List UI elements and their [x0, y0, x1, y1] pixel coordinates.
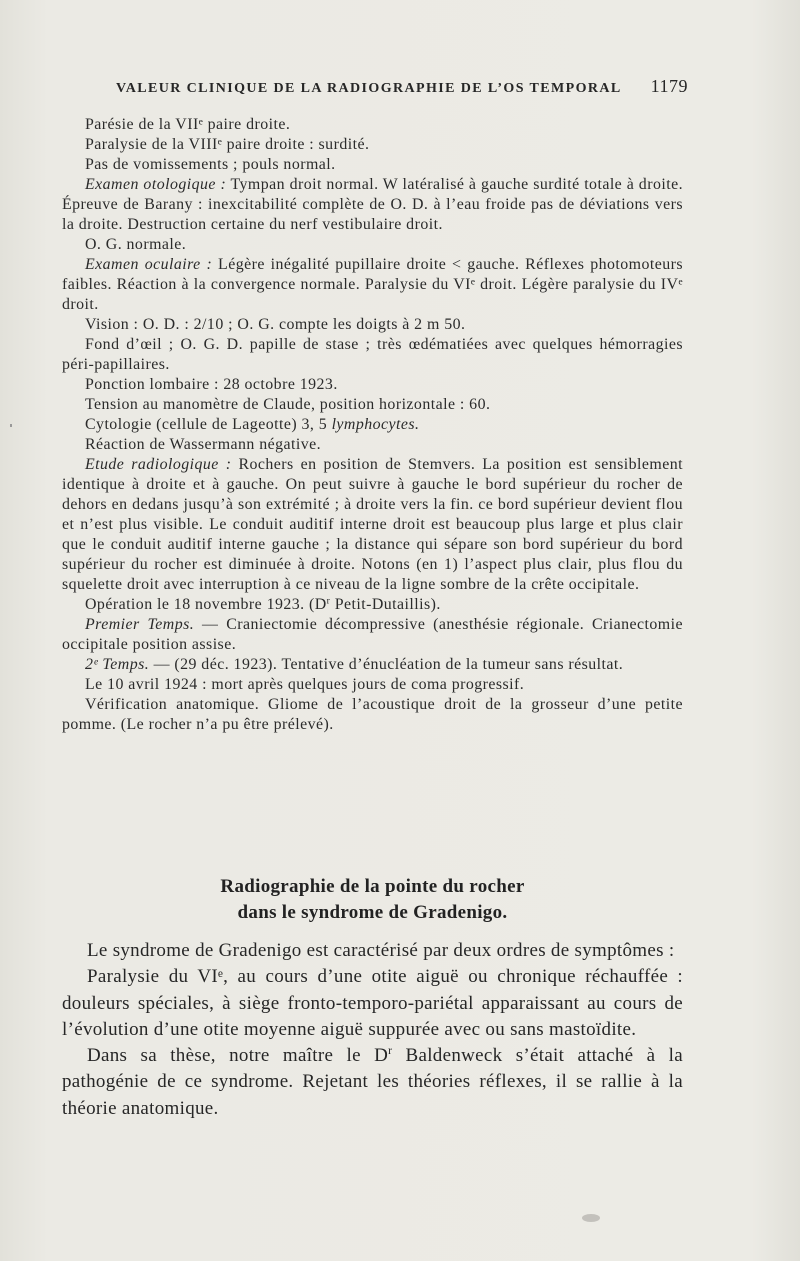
case-line: Ponction lombaire : 28 octobre 1923. — [85, 376, 338, 393]
paragraph-text: Dans sa thèse, notre maître le D — [87, 1045, 389, 1067]
radiologic-study-text: Rochers en position de Stemvers. La position est sensiblement identique à droite et à gauche. On peut suivre à gauche le bord supérieur du rocher de dehors en dedans jusqu’à son extrémité ; à droite vers la fin. ce bord supérieur devient flou et n’est plus visible. Le conduit auditif interne droit est beaucoup plus large et plus clair que le conduit auditif interne gauche ; la distance qui sépare son bord supérieur du bord supérieur du rocher est diminuée à droite. Notons (en 1) l’aspect plus clair, plus flou du squelette droit avec interruption à ce niveau de la ligne sombre de la crête occipitale. — [62, 456, 683, 593]
case-line: Réaction de Wassermann négative. — [85, 436, 322, 453]
operation-line — [62, 595, 683, 615]
second-stage-text: — (29 déc. 1923). Tentative d’énucléation de la tumeur sans résultat. — [153, 656, 624, 673]
cytology-line — [62, 415, 683, 435]
page-number: 1179 — [650, 76, 688, 96]
running-header — [116, 76, 688, 97]
paragraph-text-end: Baldenweck s’était attaché à la pathogénie de ce syndrome. Rejetant les théories réflexes, il se rallie à la théorie anatomique. — [62, 1045, 683, 1119]
paper-stain — [582, 1214, 600, 1222]
operation-text: Opération le 18 novembre 1923. (D — [85, 596, 327, 613]
section-heading-line: Radiographie de la pointe du rocher — [220, 876, 525, 897]
case-line: Pas de vomissements ; pouls normal. — [85, 156, 336, 173]
cytology-italic: lymphocytes. — [331, 416, 420, 433]
otologic-exam-label: Examen otologique : — [85, 176, 227, 193]
section-heading-line: dans le syndrome de Gradenigo. — [237, 902, 508, 923]
otologic-exam-text: Tympan droit normal. W latéralisé à gauche surdité totale à droite. Épreuve de Barany : inexcitabilité complète de O. D. à l’eau froide pas de déviations vers la droite. Destruction certaine du nerf vestibulaire droit. — [62, 176, 683, 233]
case-line: O. G. normale. — [85, 236, 187, 253]
paragraph: Paralysie du VIᵉ, au cours d’une otite aiguë ou chronique réchauffée : douleurs spéciales, à siège fronto-temporo-pariétal apparaissant au cours de l’évolution d’une otite moyenne aiguë suppurée avec ou sans mastoïdite. — [62, 966, 683, 1040]
second-stage-label: 2ᵉ Temps. — [85, 656, 150, 673]
ocular-exam-text: Légère inégalité pupillaire droite < gauche. Réflexes photomoteurs faibles. Réaction à la convergence normale. Paralysie du VIᵉ droit. Légère paralysie du IVᵉ droit. — [62, 256, 683, 313]
case-line: Parésie de la VIIᵉ paire droite. — [85, 116, 291, 133]
case-line: Vision : O. D. : 2/10 ; O. G. compte les doigts à 2 m 50. — [85, 316, 466, 333]
section-body — [62, 938, 683, 1122]
case-report — [62, 115, 683, 735]
case-line: Le 10 avril 1924 : mort après quelques jours de coma progressif. — [85, 676, 525, 693]
section-heading — [62, 874, 683, 926]
radiologic-study — [62, 455, 683, 595]
cytology-text: Cytologie (cellule de Lageotte) 3, 5 — [85, 416, 328, 433]
paragraph: Le syndrome de Gradenigo est caractérisé par deux ordres de symptômes : — [87, 940, 675, 961]
superscript: r — [388, 1045, 393, 1058]
paragraph — [62, 1043, 683, 1122]
operation-text-end: Petit-Dutaillis). — [330, 596, 441, 613]
radiologic-study-label: Etude radiologique : — [85, 456, 232, 473]
margin-mark — [10, 424, 12, 427]
second-stage — [62, 655, 683, 675]
running-title: VALEUR CLINIQUE DE LA RADIOGRAPHIE DE L’OS TEMPORAL — [116, 81, 622, 96]
ocular-exam — [62, 255, 683, 315]
ocular-exam-label: Examen oculaire : — [85, 256, 213, 273]
first-stage-text: — Craniectomie décompressive (anesthésie régionale. Crianectomie occipitale position assise. — [62, 616, 683, 653]
case-line: Fond d’œil ; O. G. D. papille de stase ; très œdématiées avec quelques hémorragies péri-papillaires. — [62, 336, 683, 373]
first-stage — [62, 615, 683, 655]
first-stage-label: Premier Temps. — [85, 616, 195, 633]
superscript: r — [326, 595, 331, 607]
otologic-exam — [62, 175, 683, 235]
case-line: Tension au manomètre de Claude, position horizontale : 60. — [85, 396, 491, 413]
case-line: Vérification anatomique. Gliome de l’acoustique droit de la grosseur d’une petite pomme. (Le rocher n’a pu être prélevé). — [62, 696, 683, 733]
case-line: Paralysie de la VIIIᵉ paire droite : surdité. — [85, 136, 370, 153]
